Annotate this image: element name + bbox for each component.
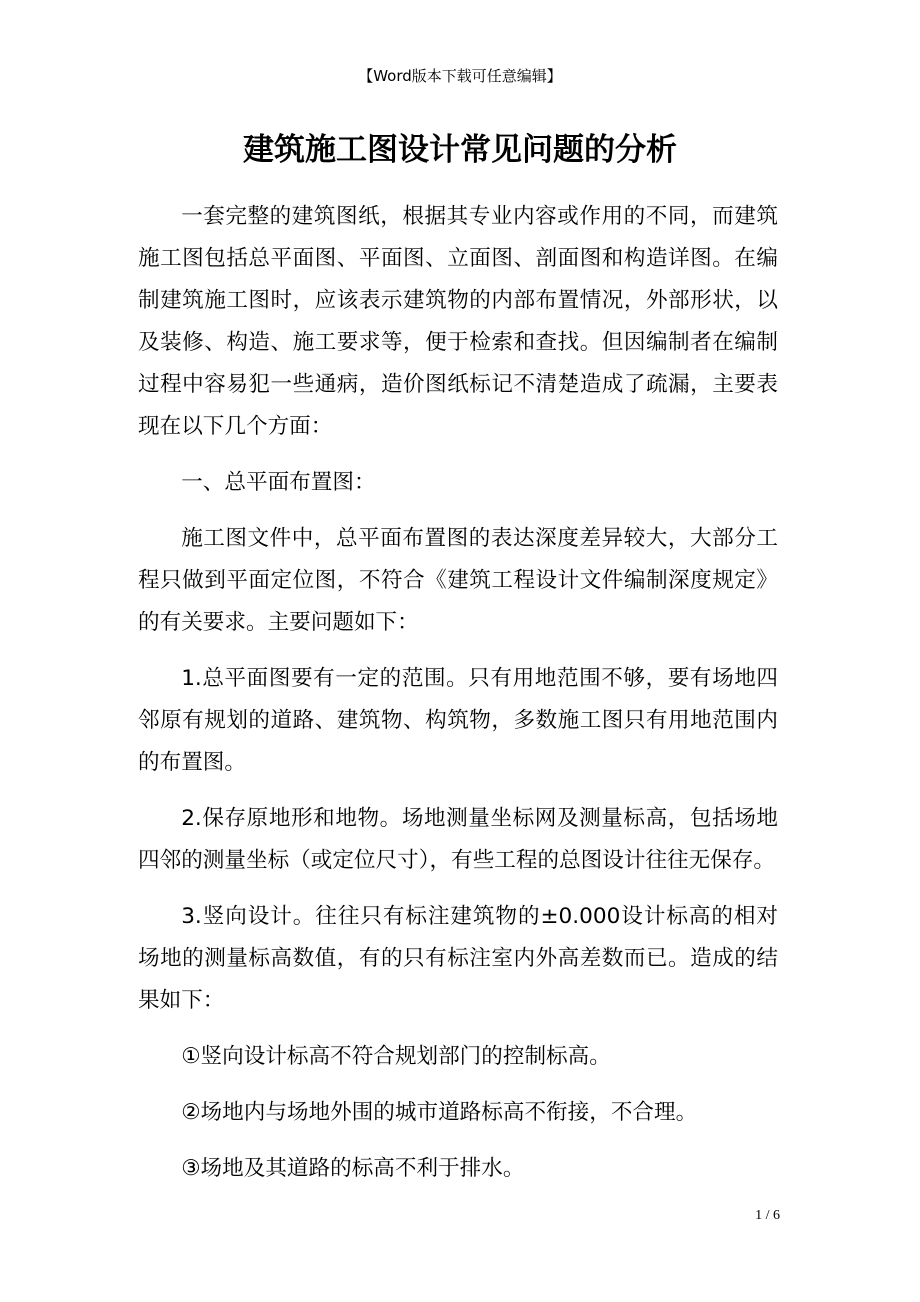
section-paragraph: 施工图文件中，总平面布置图的表达深度差异较大，大部分工程只做到平面定位图，不符合《建筑工程设计文件编制深度规定》的有关要求。主要问题如下： [138, 526, 778, 635]
point-2: 2.保存原地形和地物。场地测量坐标网及测量标高，包括场地四邻的测量坐标（或定位尺寸），有些工程的总图设计往往无保存。 [138, 806, 778, 873]
point-1: 1.总平面图要有一定的范围。只有用地范围不够，要有场地四邻原有规划的道路、建筑物、构筑物，多数施工图只有用地范围内的布置图。 [138, 666, 778, 775]
page-number: 1 / 6 [755, 1208, 780, 1223]
document-body [138, 196, 778, 1204]
sub-item-3: ③场地及其道路的标高不利于排水。 [181, 1156, 525, 1181]
sub-item-1: ①竖向设计标高不符合规划部门的控制标高。 [181, 1044, 611, 1069]
page-header: 【Word版本下载可任意编辑】 [358, 67, 562, 85]
intro-paragraph: 一套完整的建筑图纸，根据其专业内容或作用的不同，而建筑施工图包括总平面图、平面图、立面图、剖面图和构造详图。在编制建筑施工图时，应该表示建筑物的内部布置情况，外部形状，以及装修、构造、施工要求等，便于检索和查找。但因编制者在编制过程中容易犯一些通病，造价图纸标记不清楚造成了疏漏，主要表现在以下几个方面： [138, 204, 778, 439]
document-title: 建筑施工图设计常见问题的分析 [243, 132, 677, 168]
point-3: 3.竖向设计。往往只有标注建筑物的±0.000设计标高的相对场地的测量标高数值，有的只有标注室内外高差数而已。造成的结果如下： [138, 904, 778, 1013]
sub-item-2: ②场地内与场地外围的城市道路标高不衔接，不合理。 [181, 1100, 698, 1125]
section-heading: 一、总平面布置图： [181, 470, 376, 495]
